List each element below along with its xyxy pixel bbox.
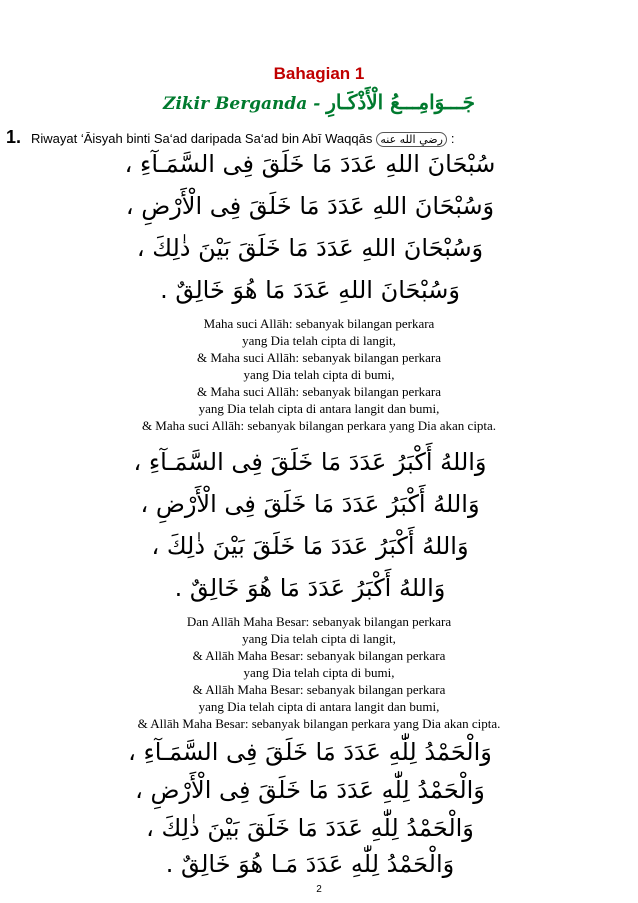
translation-line: yang Dia telah cipta di langit, [242,333,396,348]
translation-line: & Maha suci Allāh: sebanyak bilangan perkara [196,384,442,399]
translation-line: & Maha suci Allāh: sebanyak bilangan perkara yang Dia akan cipta. [141,418,497,433]
arabic-line: سُبْحَانَ اللهِ عَدَدَ مَا خَلَقَ فِى السَّمَـآءِ ، [124,150,496,178]
subheading-latin: Zikir Berganda - [163,94,321,114]
honorific-symbol: رضي الله عنه [376,132,447,147]
narration-text: Riwayat ‘Āisyah binti Sa‘ad daripada Sa‘ad bin Abī Waqqās [31,131,373,146]
arabic-line: وَالْحَمْدُ لِلّٰهِ عَدَدَ مَا خَلَقَ فِى الْأَرْضِ ، [135,776,485,804]
item-number: 1. [6,127,22,147]
arabic-line: وَاللهُ أَكْبَرُ عَدَدَ مَا خَلَقَ فِى الْأَرْضِ ، [140,490,480,518]
translation-line: yang Dia telah cipta di antara langit dan bumi, [198,699,440,714]
arabic-line: وَسُبْحَانَ اللهِ عَدَدَ مَا خَلَقَ بَيْنَ ذٰلِكَ ، [136,234,484,262]
section-heading: Bahagian 1 [273,64,365,83]
arabic-line: وَسُبْحَانَ اللهِ عَدَدَ مَا خَلَقَ فِى الْأَرْضِ ، [125,192,495,220]
arabic-line: وَاللهُ أَكْبَرُ عَدَدَ مَا هُوَ خَالِقٌ . [174,574,446,602]
arabic-line: وَالْحَمْدُ لِلّٰهِ عَدَدَ مَا خَلَقَ بَيْنَ ذٰلِكَ ، [146,814,474,842]
translation-line: & Allāh Maha Besar: sebanyak bilangan perkara yang Dia akan cipta. [137,716,501,731]
page-number: 2 [316,884,322,895]
translation-line: yang Dia telah cipta di antara langit dan bumi, [198,401,440,416]
arabic-line: وَاللهُ أَكْبَرُ عَدَدَ مَا خَلَقَ بَيْنَ ذٰلِكَ ، [151,532,469,560]
translation-line: & Maha suci Allāh: sebanyak bilangan perkara [196,350,442,365]
section-subheading [0,90,638,114]
translation-line: & Allāh Maha Besar: sebanyak bilangan perkara [192,682,446,697]
translation-line: Maha suci Allāh: sebanyak bilangan perkara [203,316,435,331]
narration-line [6,127,632,148]
subheading-arabic: جَـــوَامِـــعُ الْأَذْكَـارِ [326,90,475,114]
translation-line: yang Dia telah cipta di bumi, [243,665,395,680]
translation-line: & Allāh Maha Besar: sebanyak bilangan perkara [192,648,446,663]
translation-line: Dan Allāh Maha Besar: sebanyak bilangan perkara [186,614,452,629]
arabic-line: وَالْحَمْدُ لِلّٰهِ عَدَدَ مَا خَلَقَ فِى السَّمَـآءِ ، [128,738,492,766]
arabic-line: وَالْحَمْدُ لِلّٰهِ عَدَدَ مَـا هُوَ خَالِقٌ . [165,850,455,878]
narration-colon: : [450,131,455,146]
arabic-line: وَاللهُ أَكْبَرُ عَدَدَ مَا خَلَقَ فِى السَّمَـآءِ ، [133,448,487,476]
translation-line: yang Dia telah cipta di langit, [242,631,396,646]
translation-line: yang Dia telah cipta di bumi, [243,367,395,382]
arabic-line: وَسُبْحَانَ اللهِ عَدَدَ مَا هُوَ خَالِقٌ . [160,276,460,304]
